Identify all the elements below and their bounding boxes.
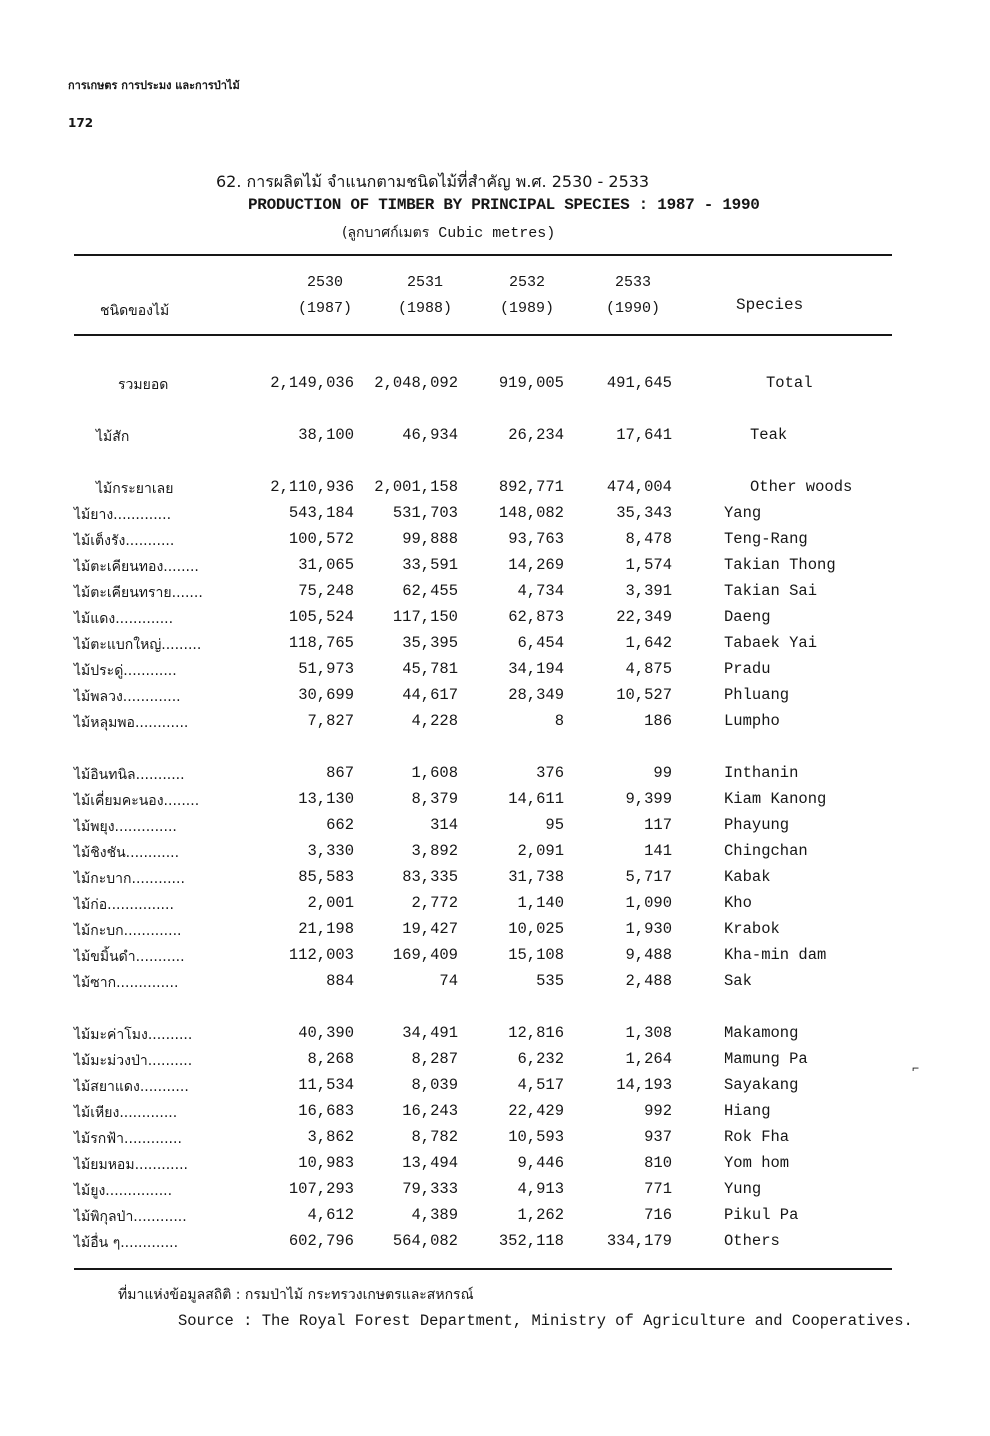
value-cell: 2,001 xyxy=(307,894,354,912)
value-cell: 16,683 xyxy=(298,1102,354,1120)
value-cell: 1,642 xyxy=(625,634,672,652)
table-row xyxy=(0,660,990,684)
value-cell: 884 xyxy=(326,972,354,990)
species-thai-cell: ไม้เหียง............. xyxy=(74,1105,178,1121)
species-thai-cell: ไม้ขมิ้นดำ........... xyxy=(74,949,185,965)
value-cell: 491,645 xyxy=(606,374,672,392)
value-cell: 334,179 xyxy=(606,1232,672,1250)
value-cell: 3,330 xyxy=(307,842,354,860)
value-cell: 85,583 xyxy=(298,868,354,886)
value-cell: 8 xyxy=(554,712,564,730)
table-row xyxy=(0,608,990,632)
value-cell: 33,591 xyxy=(402,556,458,574)
species-english-cell: Kiam Kanong xyxy=(724,790,827,808)
value-cell: 45,781 xyxy=(402,660,458,678)
value-cell: 74 xyxy=(439,972,458,990)
value-cell: 34,491 xyxy=(402,1024,458,1042)
species-thai-cell: ไม้กะบาก............ xyxy=(74,871,185,887)
species-thai-cell: ไม้พยุง.............. xyxy=(74,819,177,835)
value-cell: 35,395 xyxy=(402,634,458,652)
value-cell: 62,455 xyxy=(402,582,458,600)
column-header-2531 xyxy=(380,270,470,322)
table-row xyxy=(0,1076,990,1100)
value-cell: 4,612 xyxy=(307,1206,354,1224)
value-cell: 531,703 xyxy=(392,504,458,522)
value-cell: 352,118 xyxy=(498,1232,564,1250)
species-thai-cell: ไม้เต็งรัง........... xyxy=(74,533,175,549)
value-cell: 51,973 xyxy=(298,660,354,678)
species-thai-cell: ไม้อินทนิล........... xyxy=(74,767,185,783)
unit-english: Cubic metres) xyxy=(438,225,556,242)
column-header-2532 xyxy=(482,270,572,322)
value-cell: 16,243 xyxy=(402,1102,458,1120)
species-english-cell: Kha-min dam xyxy=(724,946,827,964)
table-row xyxy=(0,582,990,606)
value-cell: 3,391 xyxy=(625,582,672,600)
value-cell: 10,593 xyxy=(508,1128,564,1146)
table-row xyxy=(0,478,990,502)
column-header-species: Species xyxy=(736,296,804,314)
value-cell: 9,446 xyxy=(517,1154,564,1172)
value-cell: 11,534 xyxy=(298,1076,354,1094)
value-cell: 1,262 xyxy=(517,1206,564,1224)
value-cell: 46,934 xyxy=(402,426,458,444)
species-english-cell: Makamong xyxy=(724,1024,799,1042)
table-row xyxy=(0,1180,990,1204)
species-thai-cell: ไม้พลวง............. xyxy=(74,689,181,705)
species-thai-cell: ไม้ประดู่............ xyxy=(74,663,177,679)
species-english-cell: Yung xyxy=(724,1180,762,1198)
value-cell: 892,771 xyxy=(498,478,564,496)
column-year-ce: (1987) xyxy=(297,300,352,317)
value-cell: 13,494 xyxy=(402,1154,458,1172)
column-year-be: 2531 xyxy=(406,274,443,291)
table-row xyxy=(0,1206,990,1230)
table-unit xyxy=(342,222,990,244)
species-english-cell: Chingchan xyxy=(724,842,808,860)
value-cell: 1,574 xyxy=(625,556,672,574)
value-cell: 7,827 xyxy=(307,712,354,730)
value-cell: 1,090 xyxy=(625,894,672,912)
species-thai-cell: ไม้พิกุลป่า............ xyxy=(74,1209,187,1225)
value-cell: 148,082 xyxy=(498,504,564,522)
species-english-cell: Teak xyxy=(750,426,788,444)
table-row xyxy=(0,790,990,814)
species-thai-cell: ไม้เคี่ยมคะนอง........ xyxy=(74,793,200,809)
species-english-cell: Rok Fha xyxy=(724,1128,790,1146)
species-thai-cell: ไม้กะบก............. xyxy=(74,923,182,939)
value-cell: 2,772 xyxy=(411,894,458,912)
table-row xyxy=(0,764,990,788)
species-thai-cell: ไม้ชิงชัน............ xyxy=(74,845,180,861)
table-row xyxy=(0,634,990,658)
value-cell: 22,429 xyxy=(508,1102,564,1120)
value-cell: 8,379 xyxy=(411,790,458,808)
species-thai-cell: รวมยอด xyxy=(118,377,169,393)
value-cell: 22,349 xyxy=(616,608,672,626)
species-thai-cell: ไม้มะม่วงป่า.......... xyxy=(74,1053,193,1069)
value-cell: 771 xyxy=(644,1180,672,1198)
value-cell: 31,065 xyxy=(298,556,354,574)
value-cell: 4,913 xyxy=(517,1180,564,1198)
species-thai-cell: ไม้ยมหอม............ xyxy=(74,1157,188,1173)
value-cell: 95 xyxy=(545,816,564,834)
species-english-cell: Kabak xyxy=(724,868,771,886)
value-cell: 99 xyxy=(653,764,672,782)
species-english-cell: Phluang xyxy=(724,686,790,704)
species-english-cell: Phayung xyxy=(724,816,790,834)
table-row xyxy=(0,530,990,554)
column-year-be: 2532 xyxy=(508,274,545,291)
value-cell: 34,194 xyxy=(508,660,564,678)
species-english-cell: Teng-Rang xyxy=(724,530,808,548)
value-cell: 112,003 xyxy=(288,946,354,964)
value-cell: 10,025 xyxy=(508,920,564,938)
species-thai-cell: ไม้ยาง............. xyxy=(74,507,172,523)
species-thai-cell: ไม้แดง............. xyxy=(74,611,174,627)
value-cell: 662 xyxy=(326,816,354,834)
value-cell: 10,983 xyxy=(298,1154,354,1172)
column-header-thai-species: ชนิดของไม้ xyxy=(100,303,170,319)
value-cell: 3,862 xyxy=(307,1128,354,1146)
species-thai-cell: ไม้ตะเคียนทอง........ xyxy=(74,559,199,575)
running-header: การเกษตร การประมง และการป่าไม้ xyxy=(68,79,240,92)
value-cell: 105,524 xyxy=(288,608,354,626)
value-cell: 169,409 xyxy=(392,946,458,964)
table-row xyxy=(0,504,990,528)
value-cell: 14,611 xyxy=(508,790,564,808)
table-top-rule xyxy=(74,254,892,256)
value-cell: 3,892 xyxy=(411,842,458,860)
table-row xyxy=(0,556,990,580)
value-cell: 716 xyxy=(644,1206,672,1224)
value-cell: 2,488 xyxy=(625,972,672,990)
value-cell: 83,335 xyxy=(402,868,458,886)
value-cell: 8,039 xyxy=(411,1076,458,1094)
value-cell: 1,264 xyxy=(625,1050,672,1068)
value-cell: 4,517 xyxy=(517,1076,564,1094)
value-cell: 186 xyxy=(644,712,672,730)
value-cell: 8,287 xyxy=(411,1050,458,1068)
value-cell: 937 xyxy=(644,1128,672,1146)
species-thai-cell: ไม้ก่อ............... xyxy=(74,897,174,913)
value-cell: 15,108 xyxy=(508,946,564,964)
value-cell: 28,349 xyxy=(508,686,564,704)
value-cell: 4,734 xyxy=(517,582,564,600)
column-header-2530 xyxy=(280,270,370,322)
species-english-cell: Inthanin xyxy=(724,764,799,782)
value-cell: 9,488 xyxy=(625,946,672,964)
species-thai-cell: ไม้กระยาเลย xyxy=(96,481,174,497)
species-thai-cell: ไม้ซาก.............. xyxy=(74,975,179,991)
species-thai-cell: ไม้สยาแดง........... xyxy=(74,1079,189,1095)
table-row xyxy=(0,374,990,398)
table-row xyxy=(0,1154,990,1178)
species-english-cell: Yang xyxy=(724,504,762,522)
value-cell: 19,427 xyxy=(402,920,458,938)
species-english-cell: Sak xyxy=(724,972,752,990)
value-cell: 543,184 xyxy=(288,504,354,522)
value-cell: 13,130 xyxy=(298,790,354,808)
value-cell: 35,343 xyxy=(616,504,672,522)
source-thai: ที่มาแห่งข้อมูลสถิติ : กรมป่าไม้ กระทรวงเกษตรและสหกรณ์ xyxy=(118,1287,474,1303)
value-cell: 17,641 xyxy=(616,426,672,444)
value-cell: 117 xyxy=(644,816,672,834)
species-english-cell: Pikul Pa xyxy=(724,1206,799,1224)
value-cell: 1,930 xyxy=(625,920,672,938)
table-row xyxy=(0,894,990,918)
species-thai-cell: ไม้รกฟ้า............. xyxy=(74,1131,182,1147)
value-cell: 100,572 xyxy=(288,530,354,548)
species-english-cell: Total xyxy=(766,374,813,392)
species-english-cell: Krabok xyxy=(724,920,780,938)
value-cell: 2,001,158 xyxy=(374,478,458,496)
species-english-cell: Takian Thong xyxy=(724,556,836,574)
value-cell: 474,004 xyxy=(606,478,672,496)
value-cell: 93,763 xyxy=(508,530,564,548)
value-cell: 118,765 xyxy=(288,634,354,652)
column-year-ce: (1988) xyxy=(397,300,452,317)
species-english-cell: Other woods xyxy=(750,478,853,496)
value-cell: 8,782 xyxy=(411,1128,458,1146)
value-cell: 30,699 xyxy=(298,686,354,704)
value-cell: 9,399 xyxy=(625,790,672,808)
species-english-cell: Mamung Pa xyxy=(724,1050,808,1068)
table-row xyxy=(0,816,990,840)
species-english-cell: Lumpho xyxy=(724,712,780,730)
value-cell: 6,232 xyxy=(517,1050,564,1068)
table-title-english: PRODUCTION OF TIMBER BY PRINCIPAL SPECIES : 1987 - 1990 xyxy=(248,196,760,214)
value-cell: 79,333 xyxy=(402,1180,458,1198)
value-cell: 4,228 xyxy=(411,712,458,730)
value-cell: 2,110,936 xyxy=(270,478,354,496)
value-cell: 2,091 xyxy=(517,842,564,860)
table-row xyxy=(0,1024,990,1048)
value-cell: 117,150 xyxy=(392,608,458,626)
table-row xyxy=(0,1128,990,1152)
value-cell: 12,816 xyxy=(508,1024,564,1042)
table-row xyxy=(0,426,990,450)
column-header-2533 xyxy=(588,270,678,322)
value-cell: 564,082 xyxy=(392,1232,458,1250)
value-cell: 5,717 xyxy=(625,868,672,886)
value-cell: 14,269 xyxy=(508,556,564,574)
value-cell: 535 xyxy=(536,972,564,990)
value-cell: 44,617 xyxy=(402,686,458,704)
species-english-cell: Takian Sai xyxy=(724,582,818,600)
value-cell: 21,198 xyxy=(298,920,354,938)
value-cell: 107,293 xyxy=(288,1180,354,1198)
value-cell: 376 xyxy=(536,764,564,782)
species-thai-cell: ไม้อื่น ๆ............. xyxy=(74,1235,179,1251)
unit-thai: (ลูกบาศก์เมตร xyxy=(342,225,430,241)
table-title-thai: 62. การผลิตไม้ จำแนกตามชนิดไม้ที่สำคัญ พ.ศ. 2530 - 2533 xyxy=(216,172,650,191)
value-cell: 75,248 xyxy=(298,582,354,600)
value-cell: 2,149,036 xyxy=(270,374,354,392)
value-cell: 602,796 xyxy=(288,1232,354,1250)
table-row xyxy=(0,946,990,970)
table-row xyxy=(0,1102,990,1126)
value-cell: 2,048,092 xyxy=(374,374,458,392)
value-cell: 31,738 xyxy=(508,868,564,886)
species-english-cell: Hiang xyxy=(724,1102,771,1120)
species-english-cell: Daeng xyxy=(724,608,771,626)
species-english-cell: Pradu xyxy=(724,660,771,678)
value-cell: 10,527 xyxy=(616,686,672,704)
species-english-cell: Sayakang xyxy=(724,1076,799,1094)
value-cell: 4,389 xyxy=(411,1206,458,1224)
page-number: 172 xyxy=(68,116,94,130)
species-thai-cell: ไม้ตะเคียนทราย....... xyxy=(74,585,203,601)
value-cell: 919,005 xyxy=(498,374,564,392)
table-row xyxy=(0,1050,990,1074)
species-english-cell: Others xyxy=(724,1232,780,1250)
value-cell: 1,308 xyxy=(625,1024,672,1042)
table-row xyxy=(0,972,990,996)
edge-mark: ⌐ xyxy=(912,1062,920,1076)
table-row xyxy=(0,712,990,736)
value-cell: 38,100 xyxy=(298,426,354,444)
table-header-rule xyxy=(74,334,892,336)
value-cell: 867 xyxy=(326,764,354,782)
species-thai-cell: ไม้ยูง............... xyxy=(74,1183,173,1199)
value-cell: 1,608 xyxy=(411,764,458,782)
value-cell: 314 xyxy=(430,816,458,834)
value-cell: 4,875 xyxy=(625,660,672,678)
value-cell: 14,193 xyxy=(616,1076,672,1094)
table-bottom-rule xyxy=(74,1268,892,1270)
value-cell: 8,268 xyxy=(307,1050,354,1068)
column-year-be: 2533 xyxy=(614,274,651,291)
table-row xyxy=(0,868,990,892)
table-row xyxy=(0,1232,990,1256)
value-cell: 8,478 xyxy=(625,530,672,548)
species-thai-cell: ไม้หลุมพอ............ xyxy=(74,715,189,731)
table-row xyxy=(0,686,990,710)
column-year-ce: (1990) xyxy=(605,300,660,317)
table-row xyxy=(0,842,990,866)
column-year-be: 2530 xyxy=(306,274,343,291)
value-cell: 6,454 xyxy=(517,634,564,652)
value-cell: 40,390 xyxy=(298,1024,354,1042)
species-english-cell: Tabaek Yai xyxy=(724,634,818,652)
value-cell: 992 xyxy=(644,1102,672,1120)
source-english: Source : The Royal Forest Department, Ministry of Agriculture and Cooperatives. xyxy=(178,1312,913,1330)
species-thai-cell: ไม้ตะแบกใหญ่......... xyxy=(74,637,202,653)
species-english-cell: Kho xyxy=(724,894,752,912)
value-cell: 99,888 xyxy=(402,530,458,548)
species-english-cell: Yom hom xyxy=(724,1154,790,1172)
table-row xyxy=(0,920,990,944)
species-thai-cell: ไม้มะค่าโมง.......... xyxy=(74,1027,193,1043)
column-year-ce: (1989) xyxy=(499,300,554,317)
value-cell: 1,140 xyxy=(517,894,564,912)
value-cell: 810 xyxy=(644,1154,672,1172)
value-cell: 62,873 xyxy=(508,608,564,626)
value-cell: 141 xyxy=(644,842,672,860)
value-cell: 26,234 xyxy=(508,426,564,444)
species-thai-cell: ไม้สัก xyxy=(96,429,130,445)
